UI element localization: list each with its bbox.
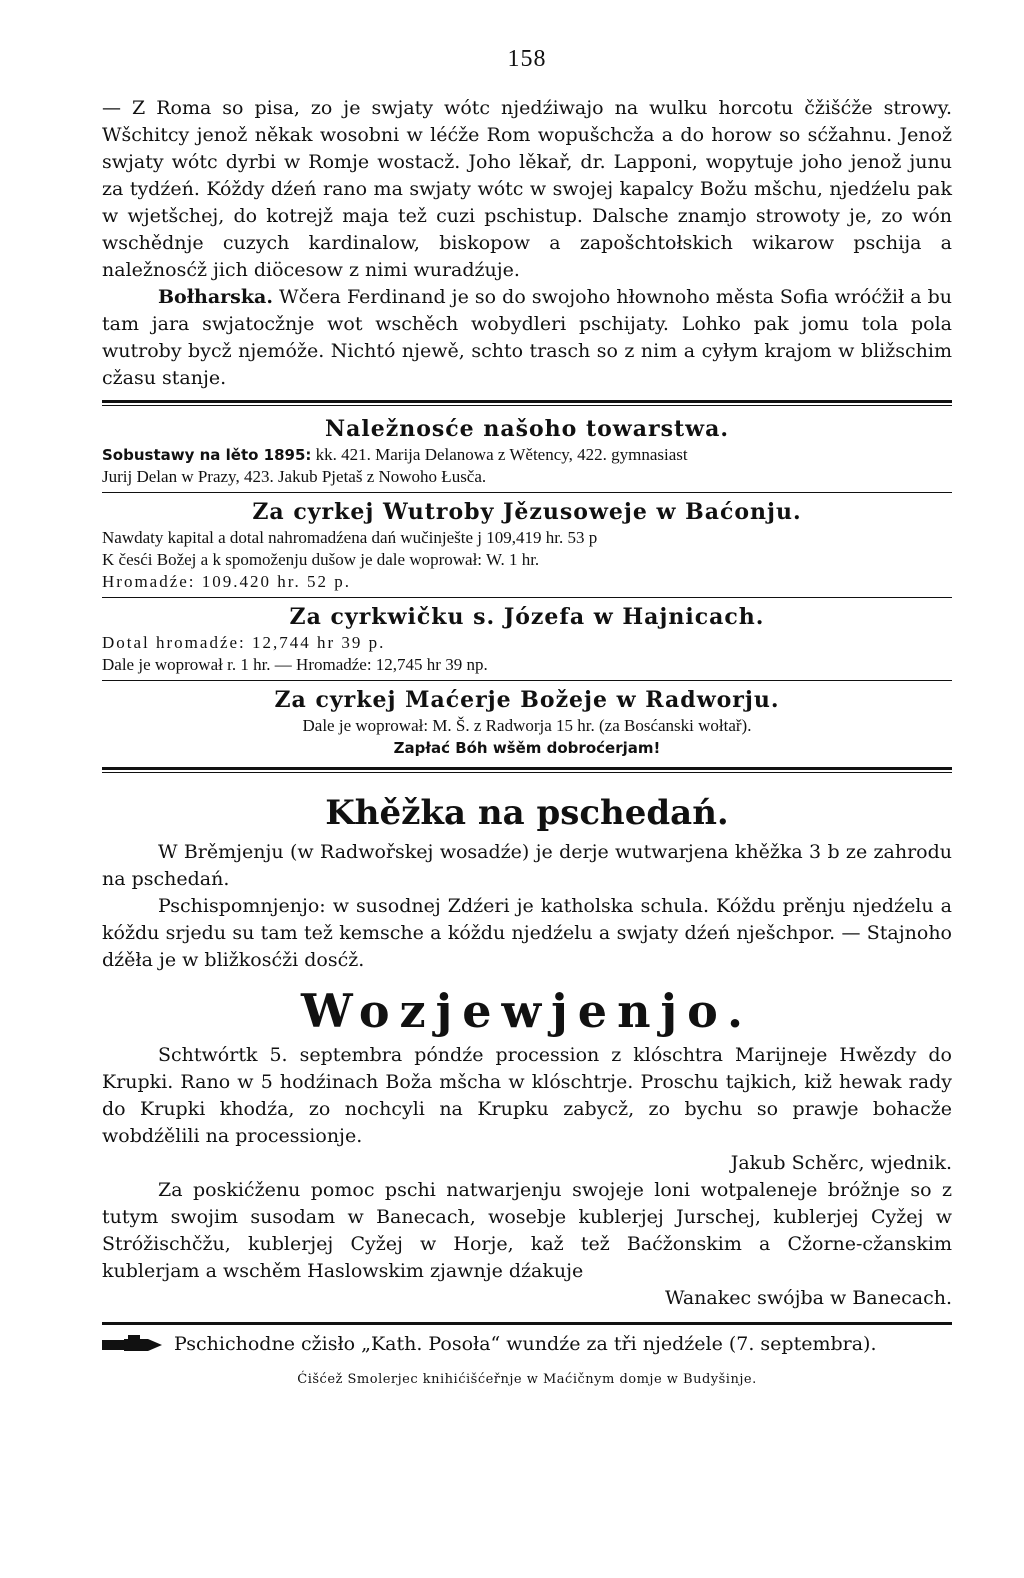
members-line-2: Jurij Delan w Prazy, 423. Jakub Pjetaš z Nowoho Łusča. <box>102 467 487 486</box>
section-divider <box>102 400 952 406</box>
next-issue-text: Pschichodne cžisło „Kath. Posoła“ wundźe za tři njedźele (7. septembra). <box>174 1333 877 1355</box>
society-title: Naležnosće našoho towarstwa. <box>325 416 729 442</box>
announcement-article <box>102 1042 952 1312</box>
next-issue-notice <box>102 1322 952 1358</box>
bulgaria-text: Wčera Ferdinand je so do swojoho hłownoho města Sofia wróćžił a bu tam jara swjatocžnje wot wschěch wobydleri pschijaty. Lohko pak jomu tola pola wutroby bycž njemóže. Nichtó njewě, schto trasch so z nim a cyłym krajom w bližschim cžasu stanje. <box>102 286 952 389</box>
thin-divider <box>102 597 952 598</box>
bulgaria-paragraph <box>102 284 952 392</box>
rome-paragraph: — Z Roma so pisa, zo je swjaty wótc njedźiwajo na wulku horcotu čžišćže strowy. Wšchitcy jenož někak wosobni w léćže Rom wopušchcža a do horow so sćžahnu. Jenož swjaty wótc dyrbi w Romje wostacž. Joho lěkař, dr. Lapponi, wopytuje joho jenož junu za tydźeń. Kóždy dźeń rano ma swjaty wótc w swojej kapalcy Božu mšchu, njedźelu pak w wjetšchej, do kotrejž maja tež cuzi pschistup. Dalsche znamjo strowoty je, zo wón wschědnje cuzych kardinalow, biskopow a zapošchtołskich wikarow pschija a naležnosćž jich diöcesow z nimi wuradźuje. <box>102 97 952 281</box>
thanks-signature: Wanakec swójba w Banecach. <box>664 1287 952 1309</box>
heart-line-1: Nawdaty kapital a dotal nahromadźena dań wučinješte j 109,419 hr. 53 p <box>102 528 598 547</box>
announcement-signature: Jakub Schěrc, wjednik. <box>730 1152 952 1174</box>
society-members-line <box>102 444 952 466</box>
mother-church-title: Za cyrkej Maćerje Božeje w Radworju. <box>274 687 780 713</box>
announcement-title: Wozjewjenjo. <box>300 984 754 1038</box>
page-number: 158 <box>507 46 547 72</box>
members-lead: Sobustawy na lěto 1895: <box>102 446 312 464</box>
printer-footer: Ćišćež Smolerjec knihićišćeřnje w Maćičnym domje w Budyšinje. <box>297 1372 757 1387</box>
house-sale-title: Khěžka na pschedań. <box>325 793 729 833</box>
heart-line-2: K česći Božej a k spomoženju dušow je dale woprował: W. 1 hr. <box>102 550 540 569</box>
thin-divider <box>102 492 952 493</box>
mother-thanks-line: Zapłać Bóh wšěm dobroćerjam! <box>393 739 661 757</box>
house-sale-paragraph-1: W Brěmjenju (w Radwořskej wosadźe) je derje wutwarjena khěžka 3 b ze zahrodu na pschedań. <box>102 841 952 890</box>
announcement-paragraph: Schtwórtk 5. septembra póndźe procession z klóschtra Marijneje Hwězdy do Krupki. Rano w 5 hodźinach Boža mšcha w klóschtrje. Proschu tajkich, kiž hewak rady do Krupki khodźa, zo nochcyli na Krupku zabycž, zo bychu so prawje bohacže wobdźělili na processionje. <box>102 1044 952 1147</box>
heart-line-3: Hromadźe: 109.420 hr. 52 p. <box>102 572 351 591</box>
thin-divider <box>102 680 952 681</box>
joseph-line-2: Dale je woprował r. 1 hr. — Hromadźe: 12,745 hr 39 np. <box>102 655 488 674</box>
section-divider <box>102 767 952 773</box>
joseph-church-title: Za cyrkwičku s. Józefa w Hajnicach. <box>289 604 765 630</box>
newspaper-page <box>102 40 952 1387</box>
heart-church-title: Za cyrkej Wutroby Jězusoweje w Baćonju. <box>252 499 802 525</box>
thanks-paragraph: Za poskićženu pomoc pschi natwarjenju swojeje loni wotpaleneje bróžnje so z tutym swojim susodam w Banecach, wosebje kublerjej Jurschej, kublerjej Cyžej w Stróžischčžu, kublerjej Cyžej w Horje, kaž tež Baćžonskim a Cžorne-cžanskim kublerjam a wschěm Haslowskim zjawnje dźakuje <box>102 1179 952 1282</box>
members-line-1: kk. 421. Marija Delanowa z Wětency, 422. gymnasiast <box>315 445 688 464</box>
mother-line-1: Dale je woprował: M. Š. z Radworja 15 hr. (za Bosćanski wołtař). <box>302 716 752 735</box>
house-sale-article <box>102 839 952 974</box>
pointing-hand-icon <box>102 1335 164 1355</box>
house-sale-paragraph-2: Pschispomnjenjo: w susodnej Zdźeri je katholska schula. Kóždu prěnju njedźelu a kóždu srjedu su tam tež kemsche a kóždu njedźelu a swjaty dźeń nješchpor. — Stajnoho dźěła je w bližkosćži dosćž. <box>102 895 952 971</box>
rome-article <box>102 95 952 392</box>
bulgaria-label: Bołharska. <box>158 286 273 308</box>
joseph-line-1: Dotal hromadźe: 12,744 hr 39 p. <box>102 633 386 652</box>
